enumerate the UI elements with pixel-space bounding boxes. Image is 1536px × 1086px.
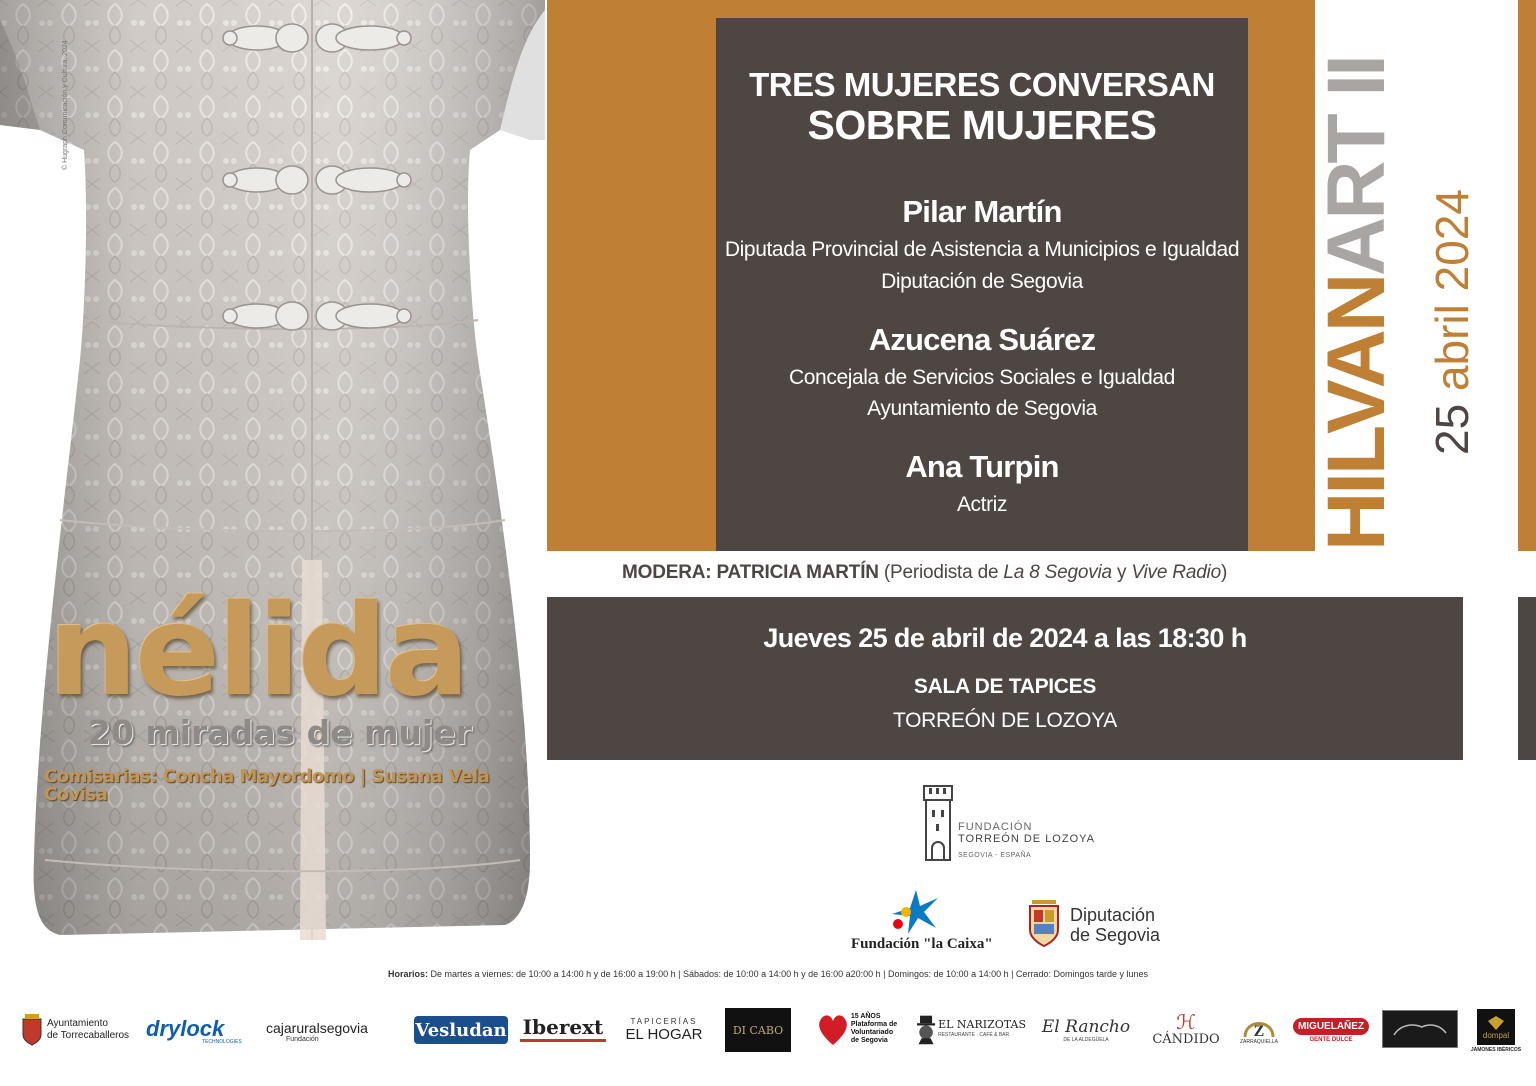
exhibition-curators: Comisarias: Concha Mayordomo | Susana Vela Covisa <box>44 766 490 805</box>
event-panel <box>716 18 1248 551</box>
sponsor-cajarural-sub: Fundación <box>286 1035 319 1043</box>
sponsor-torrecaballeros-l1: Ayuntamiento <box>46 1018 108 1029</box>
event-datetime: Jueves 25 de abril de 2024 a las 18:30 h <box>763 623 1247 653</box>
sponsor-zarraquiella <box>1234 1000 1284 1054</box>
speaker-role: Diputada Provincial de Asistencia a Municipios e Igualdad <box>724 238 1240 261</box>
sponsor-plataforma-l1: Plataforma de <box>850 1021 898 1028</box>
sponsor-strip <box>0 1000 1536 1070</box>
fundacion-name: TORREÓN DE LOZOYA <box>958 833 1096 845</box>
diputacion-logo <box>1026 894 1176 950</box>
diputacion-name-l2: de Segovia <box>1070 925 1161 945</box>
sponsor-cajarural <box>266 1016 400 1046</box>
exhibition-title: nélida <box>48 577 467 724</box>
hours-text: De martes a viernes: de 10:00 a 14:00 h y de 16:00 a 19:00 h | Sábados: de 10:00 a 14:00 h y de 16:00 a20:00 h | Domingos: de 10:00 a 14:00 h | Cerrado: Domingos tarde y lunes <box>428 969 1148 979</box>
star-icon <box>886 888 946 936</box>
fundacion-place: SEGOVIA - ESPAÑA <box>958 852 1032 859</box>
schedule-panel <box>547 597 1463 760</box>
dress-illustration <box>0 0 545 970</box>
sponsor-rancho <box>1040 1012 1132 1048</box>
speaker-org: Ayuntamiento de Segovia <box>867 397 1097 420</box>
event-title-line1: TRES MUJERES CONVERSAN <box>749 66 1215 103</box>
speaker-role: Actriz <box>956 493 1008 516</box>
caricature-icon <box>914 1011 938 1049</box>
series-date-day: 25 <box>1426 403 1478 455</box>
sponsor-drylock-sub: TECHNOLOGIES <box>202 1039 242 1045</box>
la-caixa-logo <box>848 888 993 958</box>
sponsor-tapicerias-l2: EL HOGAR <box>625 1026 703 1043</box>
animal-silhouette-icon <box>1390 1017 1450 1041</box>
moderator-desc: (Periodista de <box>878 562 1004 583</box>
sponsor-vesludan: Vesludan <box>414 1016 508 1044</box>
svg-text:Z: Z <box>1253 1023 1265 1039</box>
sponsor-drylock <box>146 1018 252 1046</box>
heart-icon <box>815 1009 851 1049</box>
sponsor-miguelanez-sub: GENTE DULCE <box>1309 1036 1353 1043</box>
moderator-line <box>622 562 1227 584</box>
sponsor-torrecaballeros-l2: de Torrecaballeros <box>46 1030 130 1041</box>
event-room: SALA DE TAPICES <box>913 675 1097 698</box>
sponsor-tapicerias-l1: TAPICERÍAS <box>630 1017 698 1026</box>
sponsor-narizotas-sub: RESTAURANTE · CAFÉ & BAR <box>938 1032 1010 1038</box>
dompal-badge <box>1477 1009 1515 1045</box>
sponsor-rancho-sub: DE LA ALDEGÜELA <box>1063 1037 1109 1043</box>
tower-icon <box>920 784 956 864</box>
la-caixa-name: Fundación "la Caixa" <box>851 936 993 952</box>
moderator-conj: y <box>1111 562 1132 583</box>
speaker-name: Ana Turpin <box>905 449 1059 484</box>
sponsor-plataforma-l2: Voluntariado <box>850 1029 894 1036</box>
sponsor-candido-name: CÁNDIDO <box>1152 1031 1220 1047</box>
h-mark-icon: ℋ <box>1176 1009 1196 1034</box>
event-title-line2: SOBRE MUJERES <box>807 102 1157 148</box>
sponsor-torrecaballeros <box>16 1008 134 1052</box>
sponsor-dompal <box>1472 1006 1520 1056</box>
ochre-edge-strip <box>1518 0 1536 551</box>
opening-hours <box>0 969 1536 979</box>
sponsor-plataforma-top: 15 AÑOS <box>850 1013 881 1020</box>
sponsor-dark-logo <box>1382 1010 1458 1048</box>
sponsor-iberext: Iberext <box>520 1014 606 1042</box>
sponsor-dompal-sub: JAMONES IBÉRICOS <box>1470 1047 1522 1053</box>
fundacion-torreon-logo <box>920 784 1100 864</box>
dress-photo <box>0 0 545 970</box>
sponsor-zarraquiella-name: ZARRAQUIELLA <box>1239 1039 1279 1045</box>
shield-icon <box>21 1013 43 1047</box>
series-brand <box>1311 16 1402 551</box>
coat-of-arms-icon <box>1026 894 1062 950</box>
sponsor-plataforma <box>808 1006 904 1052</box>
speaker-role: Concejala de Servicios Sociales e Igualdad <box>789 366 1175 389</box>
exhibition-subtitle: 20 miradas de mujer <box>88 713 473 752</box>
speaker-name: Pilar Martín <box>902 194 1062 229</box>
speaker-name: Azucena Suárez <box>868 322 1096 357</box>
sponsor-tapicerias <box>620 1014 708 1046</box>
diputacion-name-l1: Diputación <box>1070 905 1156 925</box>
series-date-rest: abril 2024 <box>1426 189 1478 404</box>
sponsor-narizotas <box>914 1010 1026 1050</box>
moderator-desc-end: ) <box>1220 562 1228 583</box>
hours-label: Horarios: <box>387 969 428 979</box>
sponsor-miguelanez <box>1298 1012 1364 1048</box>
sponsor-cajarural-name: cajaruralsegovia <box>266 1019 368 1036</box>
moderator-outlet: La 8 Segovia <box>1003 562 1112 583</box>
moderator-label: MODERA: PATRICIA MARTÍN <box>622 562 879 583</box>
fundacion-label: FUNDACIÓN <box>958 821 1033 833</box>
sponsor-plataforma-l3: de Segovia <box>850 1037 888 1044</box>
sponsor-dicabo: DI CABO <box>725 1008 791 1052</box>
series-date <box>1426 189 1478 455</box>
series-brand-part2: ART II <box>1311 57 1402 276</box>
sponsor-miguelanez-name: MIGUELAÑEZ <box>1293 1018 1369 1035</box>
photo-credit: © Hugraph Comunicación y Cultura, 2024 <box>62 40 69 170</box>
sponsor-candido <box>1148 1008 1224 1050</box>
crest-icon <box>1486 1015 1506 1031</box>
sponsor-rancho-name: El Rancho <box>1041 1017 1131 1037</box>
event-venue: TORREÓN DE LOZOYA <box>893 709 1117 732</box>
dark-edge-strip <box>1518 597 1536 760</box>
series-brand-part1: HILVAN <box>1311 275 1402 551</box>
sponsor-dompal-name: dompal <box>1482 1030 1510 1040</box>
moderator-outlet: Vive Radio <box>1131 562 1221 583</box>
sponsor-drylock-name: drylock <box>146 1016 225 1041</box>
arch-icon <box>1242 1009 1276 1039</box>
speaker-org: Diputación de Segovia <box>881 270 1083 293</box>
sponsor-narizotas-name: EL NARIZOTAS <box>938 1018 1026 1031</box>
